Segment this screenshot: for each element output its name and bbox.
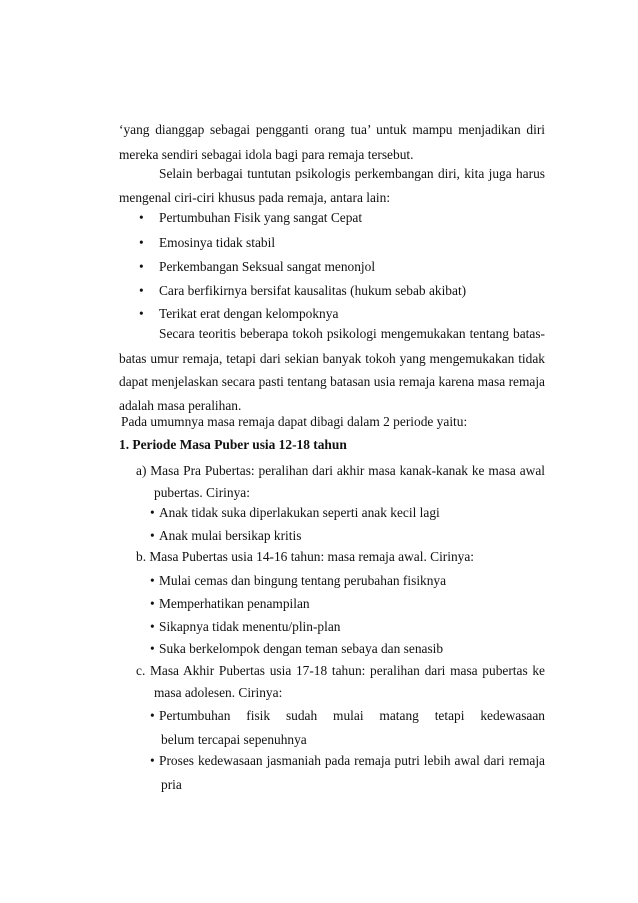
bullet-icon: •: [139, 235, 144, 250]
paragraph-line: mereka sendiri sebagai idola bagi para remaja tersebut.: [119, 147, 414, 162]
list-item: Suka berkelompok dengan teman sebaya dan senasib: [159, 641, 444, 656]
bullet-icon: •: [139, 210, 144, 225]
bullet-icon: •: [150, 505, 155, 520]
list-item: Anak mulai bersikap kritis: [159, 528, 302, 543]
subsection-line: c. Masa Akhir Pubertas usia 17-18 tahun: peralihan dari masa pubertas ke: [136, 663, 545, 678]
bullet-icon: •: [150, 641, 155, 656]
paragraph-line: batas umur remaja, tetapi dari sekian banyak tokoh yang mengemukakan tidak: [119, 351, 545, 366]
paragraph-line: Secara teoritis beberapa tokoh psikologi mengemukakan tentang batas-: [159, 326, 545, 341]
list-item: Proses kedewasaan jasmaniah pada remaja putri lebih awal dari remaja: [159, 753, 545, 768]
list-item: Pertumbuhan fisik sudah mulai matang tetapi kedewasaan: [159, 708, 545, 723]
bullet-icon: •: [150, 573, 155, 588]
list-item: Terikat erat dengan kelompoknya: [159, 306, 339, 321]
list-item: Sikapnya tidak menentu/plin-plan: [159, 619, 341, 634]
list-item-continuation: pria: [161, 777, 182, 792]
subsection-line: pubertas. Cirinya:: [154, 485, 250, 500]
list-item: Mulai cemas dan bingung tentang perubahan fisiknya: [159, 573, 447, 588]
bullet-icon: •: [139, 283, 144, 298]
bullet-icon: •: [150, 596, 155, 611]
paragraph-line: mengenal ciri-ciri khusus pada remaja, antara lain:: [119, 190, 391, 205]
bullet-icon: •: [150, 528, 155, 543]
list-item: Emosinya tidak stabil: [159, 235, 276, 250]
paragraph-line: adalah masa peralihan.: [119, 398, 242, 413]
list-item: Anak tidak suka diperlakukan seperti anak kecil lagi: [159, 505, 440, 520]
subsection-line: b. Masa Pubertas usia 14-16 tahun: masa remaja awal. Cirinya:: [136, 549, 475, 564]
bullet-icon: •: [139, 259, 144, 274]
subsection-line: a) Masa Pra Pubertas: peralihan dari akhir masa kanak-kanak ke masa awal: [136, 463, 545, 478]
list-item: Pertumbuhan Fisik yang sangat Cepat: [159, 210, 363, 225]
paragraph-line: Pada umumnya masa remaja dapat dibagi dalam 2 periode yaitu:: [121, 414, 468, 429]
paragraph-line: ‘yang dianggap sebagai pengganti orang tua’ untuk mampu menjadikan diri: [119, 122, 545, 137]
paragraph-line: dapat menjelaskan secara pasti tentang batasan usia remaja karena masa remaja: [119, 374, 545, 389]
bullet-icon: •: [150, 708, 155, 723]
subsection-line: masa adolesen. Cirinya:: [154, 685, 283, 700]
bullet-icon: •: [139, 306, 144, 321]
bullet-icon: •: [150, 753, 155, 768]
section-heading: 1. Periode Masa Puber usia 12-18 tahun: [119, 437, 347, 452]
list-item: Memperhatikan penampilan: [159, 596, 310, 611]
list-item: Cara berfikirnya bersifat kausalitas (hukum sebab akibat): [159, 283, 467, 298]
list-item: Perkembangan Seksual sangat menonjol: [159, 259, 376, 274]
bullet-icon: •: [150, 619, 155, 634]
list-item-continuation: belum tercapai sepenuhnya: [161, 732, 307, 747]
paragraph-line: Selain berbagai tuntutan psikologis perkembangan diri, kita juga harus: [159, 166, 545, 181]
